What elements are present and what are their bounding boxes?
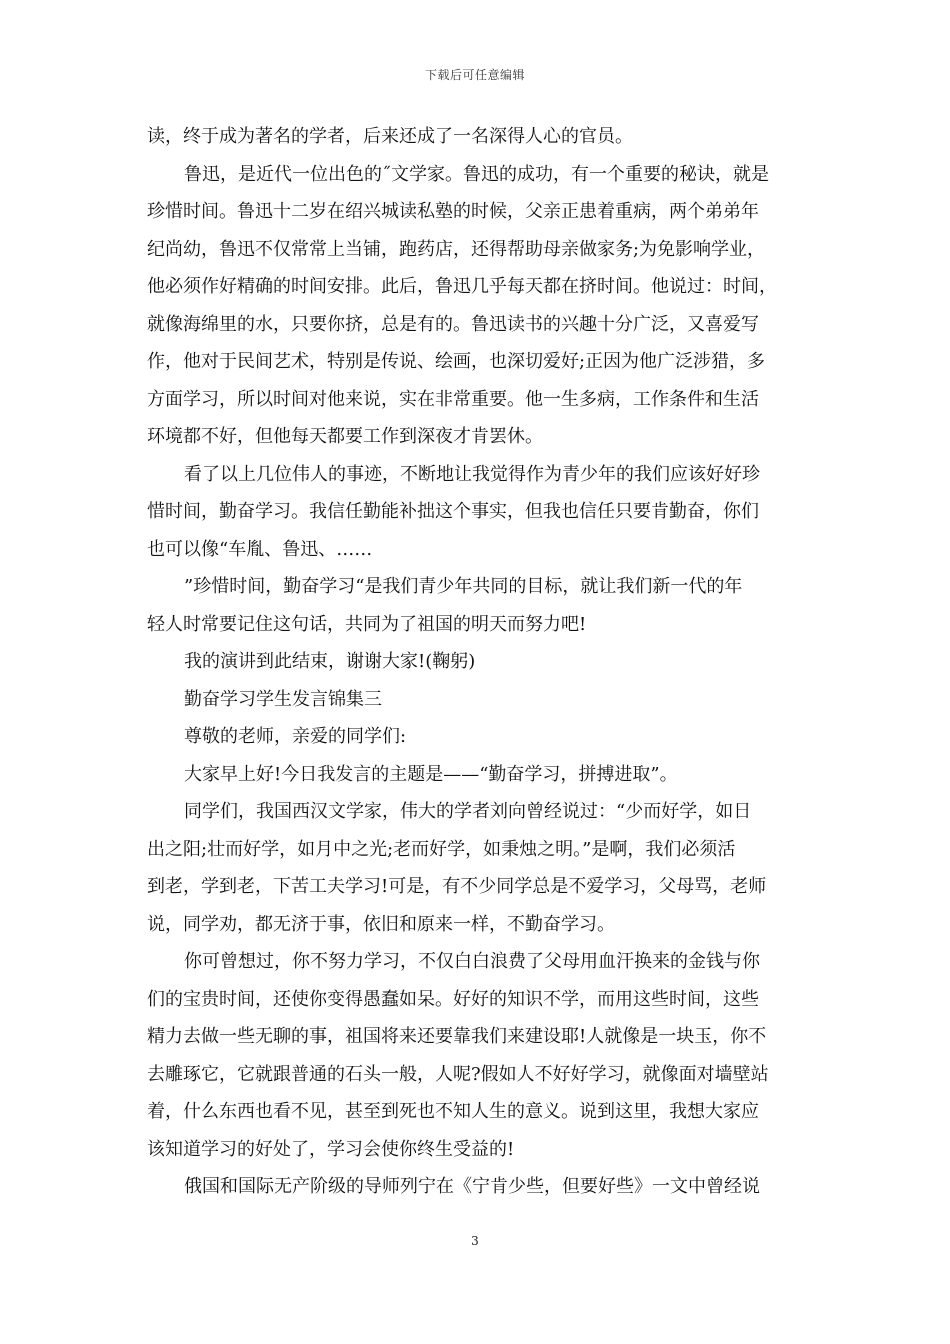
page-header: 下载后可任意编辑	[424, 68, 525, 82]
document-body	[147, 118, 817, 1206]
text-line: 去雕琢它，它就跟普通的石头一般，人呢?假如人不好好学习，就像面对墙壁站	[147, 1063, 769, 1085]
text-line: 他必须作好精确的时间安排。此后，鲁迅几乎每天都在挤时间。他说过：时间，	[147, 276, 777, 297]
text-line: 轻人时常要记住这句话，共同为了祖国的明天而努力吧!	[147, 613, 587, 635]
text-line: 尊敬的老师，亲爱的同学们:	[184, 726, 407, 747]
text-line: 也可以像“车胤、鲁迅、……	[147, 538, 373, 560]
text-line: 勤奋学习学生发言锦集三	[184, 688, 382, 710]
text-line: 大家早上好!今日我发言的主题是——“勤奋学习，拼搏进取”。	[184, 763, 678, 785]
text-line: 鲁迅，是近代一位出色的˝文学家。鲁迅的成功，有一个重要的秘诀，就是	[184, 163, 769, 185]
text-line: 纪尚幼，鲁迅不仅常常上当铺，跑药店，还得帮助母亲做家务;为免影响学业，	[147, 238, 766, 260]
text-line: 说，同学劝，都无济于事，依旧和原来一样，不勤奋学习。	[147, 913, 615, 935]
text-line: 到老，学到老，下苦工夫学习!可是，有不少同学总是不爱学习，父母骂，老师	[147, 876, 767, 897]
text-line: 们的宝贵时间，还使你变得愚蠢如呆。好好的知识不学，而用这些时间，这些	[147, 988, 759, 1010]
text-line: 该知道学习的好处了，学习会使你终生受益的!	[147, 1138, 515, 1160]
text-line: 读，终于成为著名的学者，后来还成了一名深得人心的官员。	[147, 126, 633, 147]
text-line: 同学们，我国西汉文学家，伟大的学者刘向曾经说过：“少而好学，如日	[184, 801, 752, 822]
text-line: 我的演讲到此结束，谢谢大家!(鞠躬)	[184, 651, 476, 672]
text-line: 着，什么东西也看不见，甚至到死也不知人生的意义。说到这里，我想大家应	[147, 1101, 759, 1122]
text-line: 方面学习，所以时间对他来说，实在非常重要。他一生多病，工作条件和生活	[147, 388, 759, 410]
text-line: 环境都不好，但他每天都要工作到深夜才肯罢休。	[147, 426, 543, 447]
text-line: 精力去做一些无聊的事，祖国将来还要靠我们来建设耶!人就像是一块玉，你不	[147, 1026, 767, 1047]
page-number: 3	[471, 1234, 479, 1248]
text-line: 惜时间，勤奋学习。我信任勤能补拙这个事实，但我也信任只要肯勤奋，你们	[147, 501, 759, 522]
text-line: ”珍惜时间，勤奋学习“是我们青少年共同的目标，就让我们新一代的年	[184, 576, 743, 597]
text-line: 珍惜时间。鲁迅十二岁在绍兴城读私塾的时候，父亲正患着重病，两个弟弟年	[147, 201, 759, 222]
text-line: 出之阳;壮而好学，如月中之光;老而好学，如秉烛之明。”是啊，我们必须活	[147, 838, 736, 860]
text-line: 你可曾想过，你不努力学习，不仅白白浪费了父母用血汗换来的金钱与你	[184, 951, 760, 972]
text-line: 看了以上几位伟人的事迹，不断地让我觉得作为青少年的我们应该好好珍	[184, 463, 760, 485]
text-line: 就像海绵里的水，只要你挤，总是有的。鲁迅读书的兴趣十分广泛，又喜爱写	[147, 313, 759, 335]
text-line: 俄国和国际无产阶级的导师列宁在《宁肯少些，但要好些》一文中曾经说	[184, 1176, 760, 1197]
text-line: 作，他对于民间艺术，特别是传说、绘画，也深切爱好;正因为他广泛涉猎，多	[147, 351, 766, 372]
